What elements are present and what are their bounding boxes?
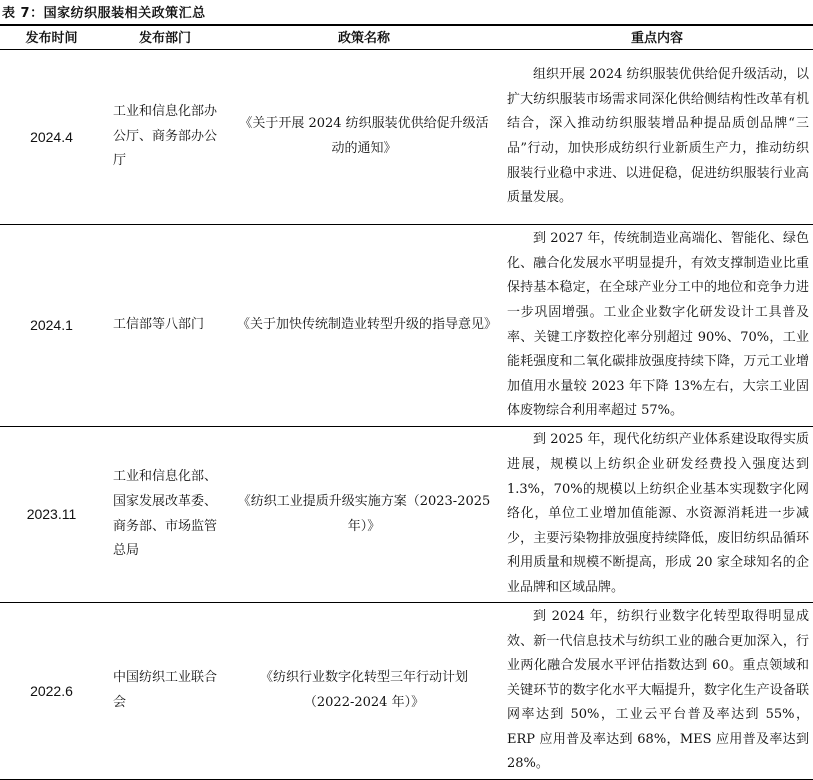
policy-table — [0, 24, 813, 780]
row-key-content-text: 到 2027 年，传统制造业高端化、智能化、绿色化、融合化发展水平明显提升，有效支撑制造业比重保持基本稳定，在全球产业分工中的地位和竞争力进一步巩固增强。工业企业数字化研发设计工具普及率、关键工序数控化率分别超过 90%、70%，工业能耗强度和二氧化碳排放强度持续下降，万元工业增加值用水量较 2023 年下降 13%左右，大宗工业固体废物综合利用率超过 57%。 — [507, 231, 809, 419]
row-key-content — [501, 225, 813, 427]
row-department: 工信部等八部门 — [103, 225, 227, 427]
row-key-content-text: 到 2025 年，现代化纺织产业体系建设取得实质进展，规模以上纺织企业研发经费投入强度达到 1.3%，70%的规模以上纺织企业基本实现数字化网络化，单位工业增加值能源、水资源消耗进一步减少，主要污染物排放强度持续降低，废旧纺织品循环利用质量和规模不断提高，形成 20 家全球知名的企业品牌和区域品牌。 — [507, 432, 809, 595]
table-row — [0, 603, 813, 780]
row-policy-name: 《关于开展 2024 纺织服装优供给促升级活动的通知》 — [227, 50, 501, 225]
header-department: 发布部门 — [103, 24, 227, 50]
header-key-content: 重点内容 — [501, 24, 813, 50]
row-key-content-text: 到 2024 年，纺织行业数字化转型取得明显成效、新一代信息技术与纺织工业的融合更加深入，行业两化融合发展水平评估指数达到 60。重点领域和关键环节的数字化水平大幅提升，数字化生产设备联网率达到 50%，工业云平台普及率达到 55%，ERP 应用普及率达到 68%，MES 应用普及率达到 28%。 — [507, 608, 809, 772]
table-row — [0, 50, 813, 225]
header-policy-name: 政策名称 — [227, 24, 501, 50]
table-row — [0, 225, 813, 427]
row-key-content — [501, 427, 813, 603]
header-date: 发布时间 — [0, 24, 103, 50]
table-row — [0, 427, 813, 603]
row-key-content-text: 组织开展 2024 纺织服装优供给促升级活动，以扩大纺织服装市场需求同深化供给侧结构性改革有机结合，深入推动纺织服装增品种提品质创品牌“三品”行动，加快形成纺织行业新质生产力，推动纺织服装行业稳中求进、以进促稳，促进纺织服装行业高质量发展。 — [507, 67, 809, 206]
table-header-row — [0, 24, 813, 50]
row-department: 中国纺织工业联合会 — [103, 603, 227, 780]
row-policy-name: 《关于加快传统制造业转型升级的指导意见》 — [227, 225, 501, 427]
row-date: 2024.4 — [0, 50, 103, 225]
row-policy-name: 《纺织工业提质升级实施方案（2023-2025 年）》 — [227, 427, 501, 603]
policy-table-container — [0, 24, 813, 780]
row-date: 2024.1 — [0, 225, 103, 427]
row-policy-name: 《纺织行业数字化转型三年行动计划（2022-2024 年）》 — [227, 603, 501, 780]
table-caption: 表 7：国家纺织服装相关政策汇总 — [2, 6, 206, 21]
row-date: 2023.11 — [0, 427, 103, 603]
row-department: 工业和信息化部办公厅、商务部办公厅 — [103, 50, 227, 225]
row-key-content — [501, 603, 813, 780]
row-department: 工业和信息化部、国家发展改革委、商务部、市场监管总局 — [103, 427, 227, 603]
row-date: 2022.6 — [0, 603, 103, 780]
row-key-content — [501, 50, 813, 225]
